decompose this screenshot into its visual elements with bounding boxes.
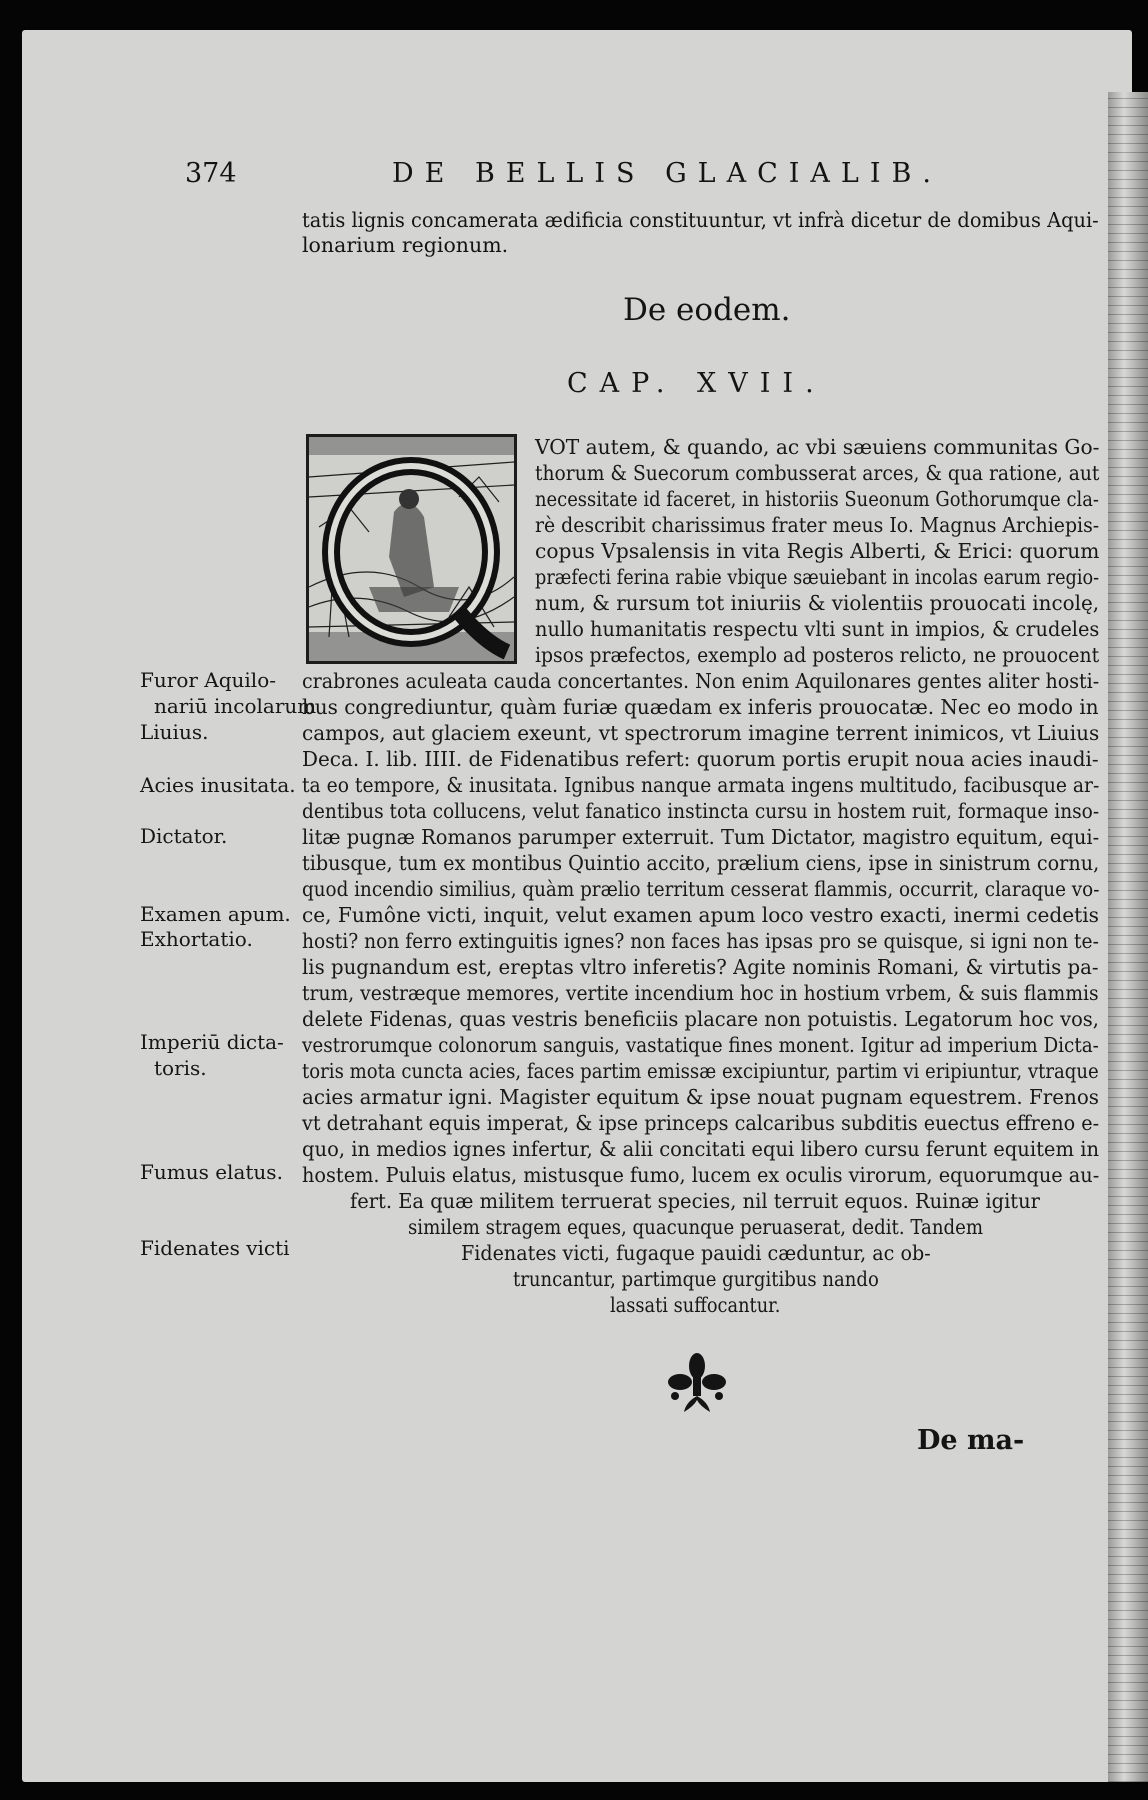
page-number: 374 [185, 158, 237, 189]
body-line: trum, vestræque memores, vertite incendium hoc in hostium vrbem, & suis flammis [302, 981, 1099, 1005]
margin-note: Acies inusitata. [140, 773, 296, 797]
body-line: tibusque, tum ex montibus Quintio accito, prælium ciens, ipse in sinistrum cornu, [302, 851, 1100, 875]
body-line: Deca. I. lib. IIII. de Fidenatibus refert: quorum portis erupit noua acies inaudi- [302, 747, 1099, 771]
body-line: fert. Ea quæ militem terruerat species, nil terruit equos. Ruinæ igitur [350, 1189, 1040, 1213]
continuation-line: tatis lignis concamerata ædificia constituuntur, vt infrà dicetur de domibus Aqui- [302, 208, 1099, 232]
body-line: VOT autem, & quando, ac vbi sæuiens communitas Go- [535, 435, 1100, 459]
body-line: num, & rursum tot iniuriis & violentiis prouocati incolę, [535, 591, 1100, 615]
body-line: quod incendio similius, quàm prælio territum cesserat flammis, occurrit, claraque vo- [302, 877, 1100, 901]
continuation-line: lonarium regionum. [302, 233, 509, 257]
body-line: campos, aut glaciem exeunt, vt spectrorum imagine terrent inimicos, vt Liuius [302, 721, 1100, 745]
body-line: bus congrediuntur, quàm furiæ quædam ex inferis prouocatæ. Nec eo modo in [302, 695, 1099, 719]
margin-note: Imperiū dicta- [140, 1030, 284, 1054]
margin-note: toris. [154, 1056, 207, 1080]
body-line: dentibus tota collucens, velut fanatico instincta cursu in hostem ruit, formaque inso- [302, 799, 1100, 823]
body-line: truncantur, partimque gurgitibus nando [513, 1267, 879, 1291]
body-line: copus Vpsalensis in vita Regis Alberti, & Erici: quorum [535, 539, 1100, 563]
body-line: nullo humanitatis respectu vlti sunt in impios, & crudeles [535, 617, 1100, 641]
woodcut-initial-image [309, 437, 514, 661]
body-line: toris mota cuncta acies, faces partim emissæ excipiuntur, partim vi eripiuntur, vtraque [302, 1059, 1099, 1083]
body-line: vt detrahant equis imperat, & ipse princeps calcaribus subditis euectus effreno e- [302, 1111, 1100, 1135]
margin-note: Liuius. [140, 720, 209, 744]
fleuron-ornament-icon [668, 1352, 726, 1414]
body-line: necessitate id faceret, in historiis Sueonum Gothorumque cla- [535, 487, 1099, 511]
page-edge [1108, 92, 1148, 1782]
body-line: delete Fidenas, quas vestris beneficiis placare non potuistis. Legatorum hoc vos, [302, 1007, 1099, 1031]
body-line: acies armatur igni. Magister equitum & ipse nouat pugnam equestrem. Frenos [302, 1085, 1099, 1109]
body-line: litæ pugnæ Romanos parumper exterruit. Tum Dictator, magistro equitum, equi- [302, 825, 1100, 849]
chapter-number: CAP. XVII. [567, 368, 826, 399]
body-line: similem stragem eques, quacunque peruaserat, dedit. Tandem [408, 1215, 984, 1239]
woodcut-initial-q [306, 434, 517, 664]
margin-note: Furor Aquilo- [140, 668, 276, 692]
catchword: De ma- [917, 1425, 1025, 1456]
body-line: præfecti ferina rabie vbique sæuiebant in incolas earum regio- [535, 565, 1100, 589]
body-line: ta eo tempore, & inusitata. Ignibus nanque armata ingens multitudo, facibusque ar- [302, 773, 1100, 797]
body-line: crabrones aculeata cauda concertantes. Non enim Aquilonares gentes aliter hosti- [302, 669, 1100, 693]
body-line: Fidenates victi, fugaque pauidi cæduntur, ac ob- [461, 1241, 931, 1265]
margin-note: nariū incolarum [154, 694, 317, 718]
margin-note: Exhortatio. [140, 927, 253, 951]
margin-note: Examen apum. [140, 902, 291, 926]
margin-note: Fumus elatus. [140, 1160, 283, 1184]
body-line: hosti? non ferro extinguitis ignes? non faces has ipsas pro se quisque, si igni non te- [302, 929, 1099, 953]
body-line: hostem. Puluis elatus, mistusque fumo, lucem ex oculis virorum, equorumque au- [302, 1163, 1100, 1187]
body-line: lassati suffocantur. [610, 1293, 781, 1317]
body-line: vestrorumque colonorum sanguis, vastatique fines monent. Igitur ad imperium Dicta- [302, 1033, 1099, 1057]
running-head: DE BELLIS GLACIALIB. [392, 158, 942, 189]
body-line: lis pugnandum est, ereptas vltro inferetis? Agite nominis Romani, & virtutis pa- [302, 955, 1099, 979]
body-line: ce, Fumône victi, inquit, velut examen apum loco vestro exacti, inermi cedetis [302, 903, 1099, 927]
body-line: thorum & Suecorum combusserat arces, & qua ratione, aut [535, 461, 1100, 485]
chapter-title: De eodem. [623, 292, 791, 328]
margin-note: Dictator. [140, 824, 228, 848]
body-line: quo, in medios ignes infertur, & alii concitati equi libero cursu ferunt equitem in [302, 1137, 1100, 1161]
body-line: rè describit charissimus frater meus Io. Magnus Archiepis- [535, 513, 1100, 537]
body-line: ipsos præfectos, exemplo ad posteros relicto, ne prouocent [535, 643, 1100, 667]
margin-note: Fidenates victi [140, 1236, 290, 1260]
